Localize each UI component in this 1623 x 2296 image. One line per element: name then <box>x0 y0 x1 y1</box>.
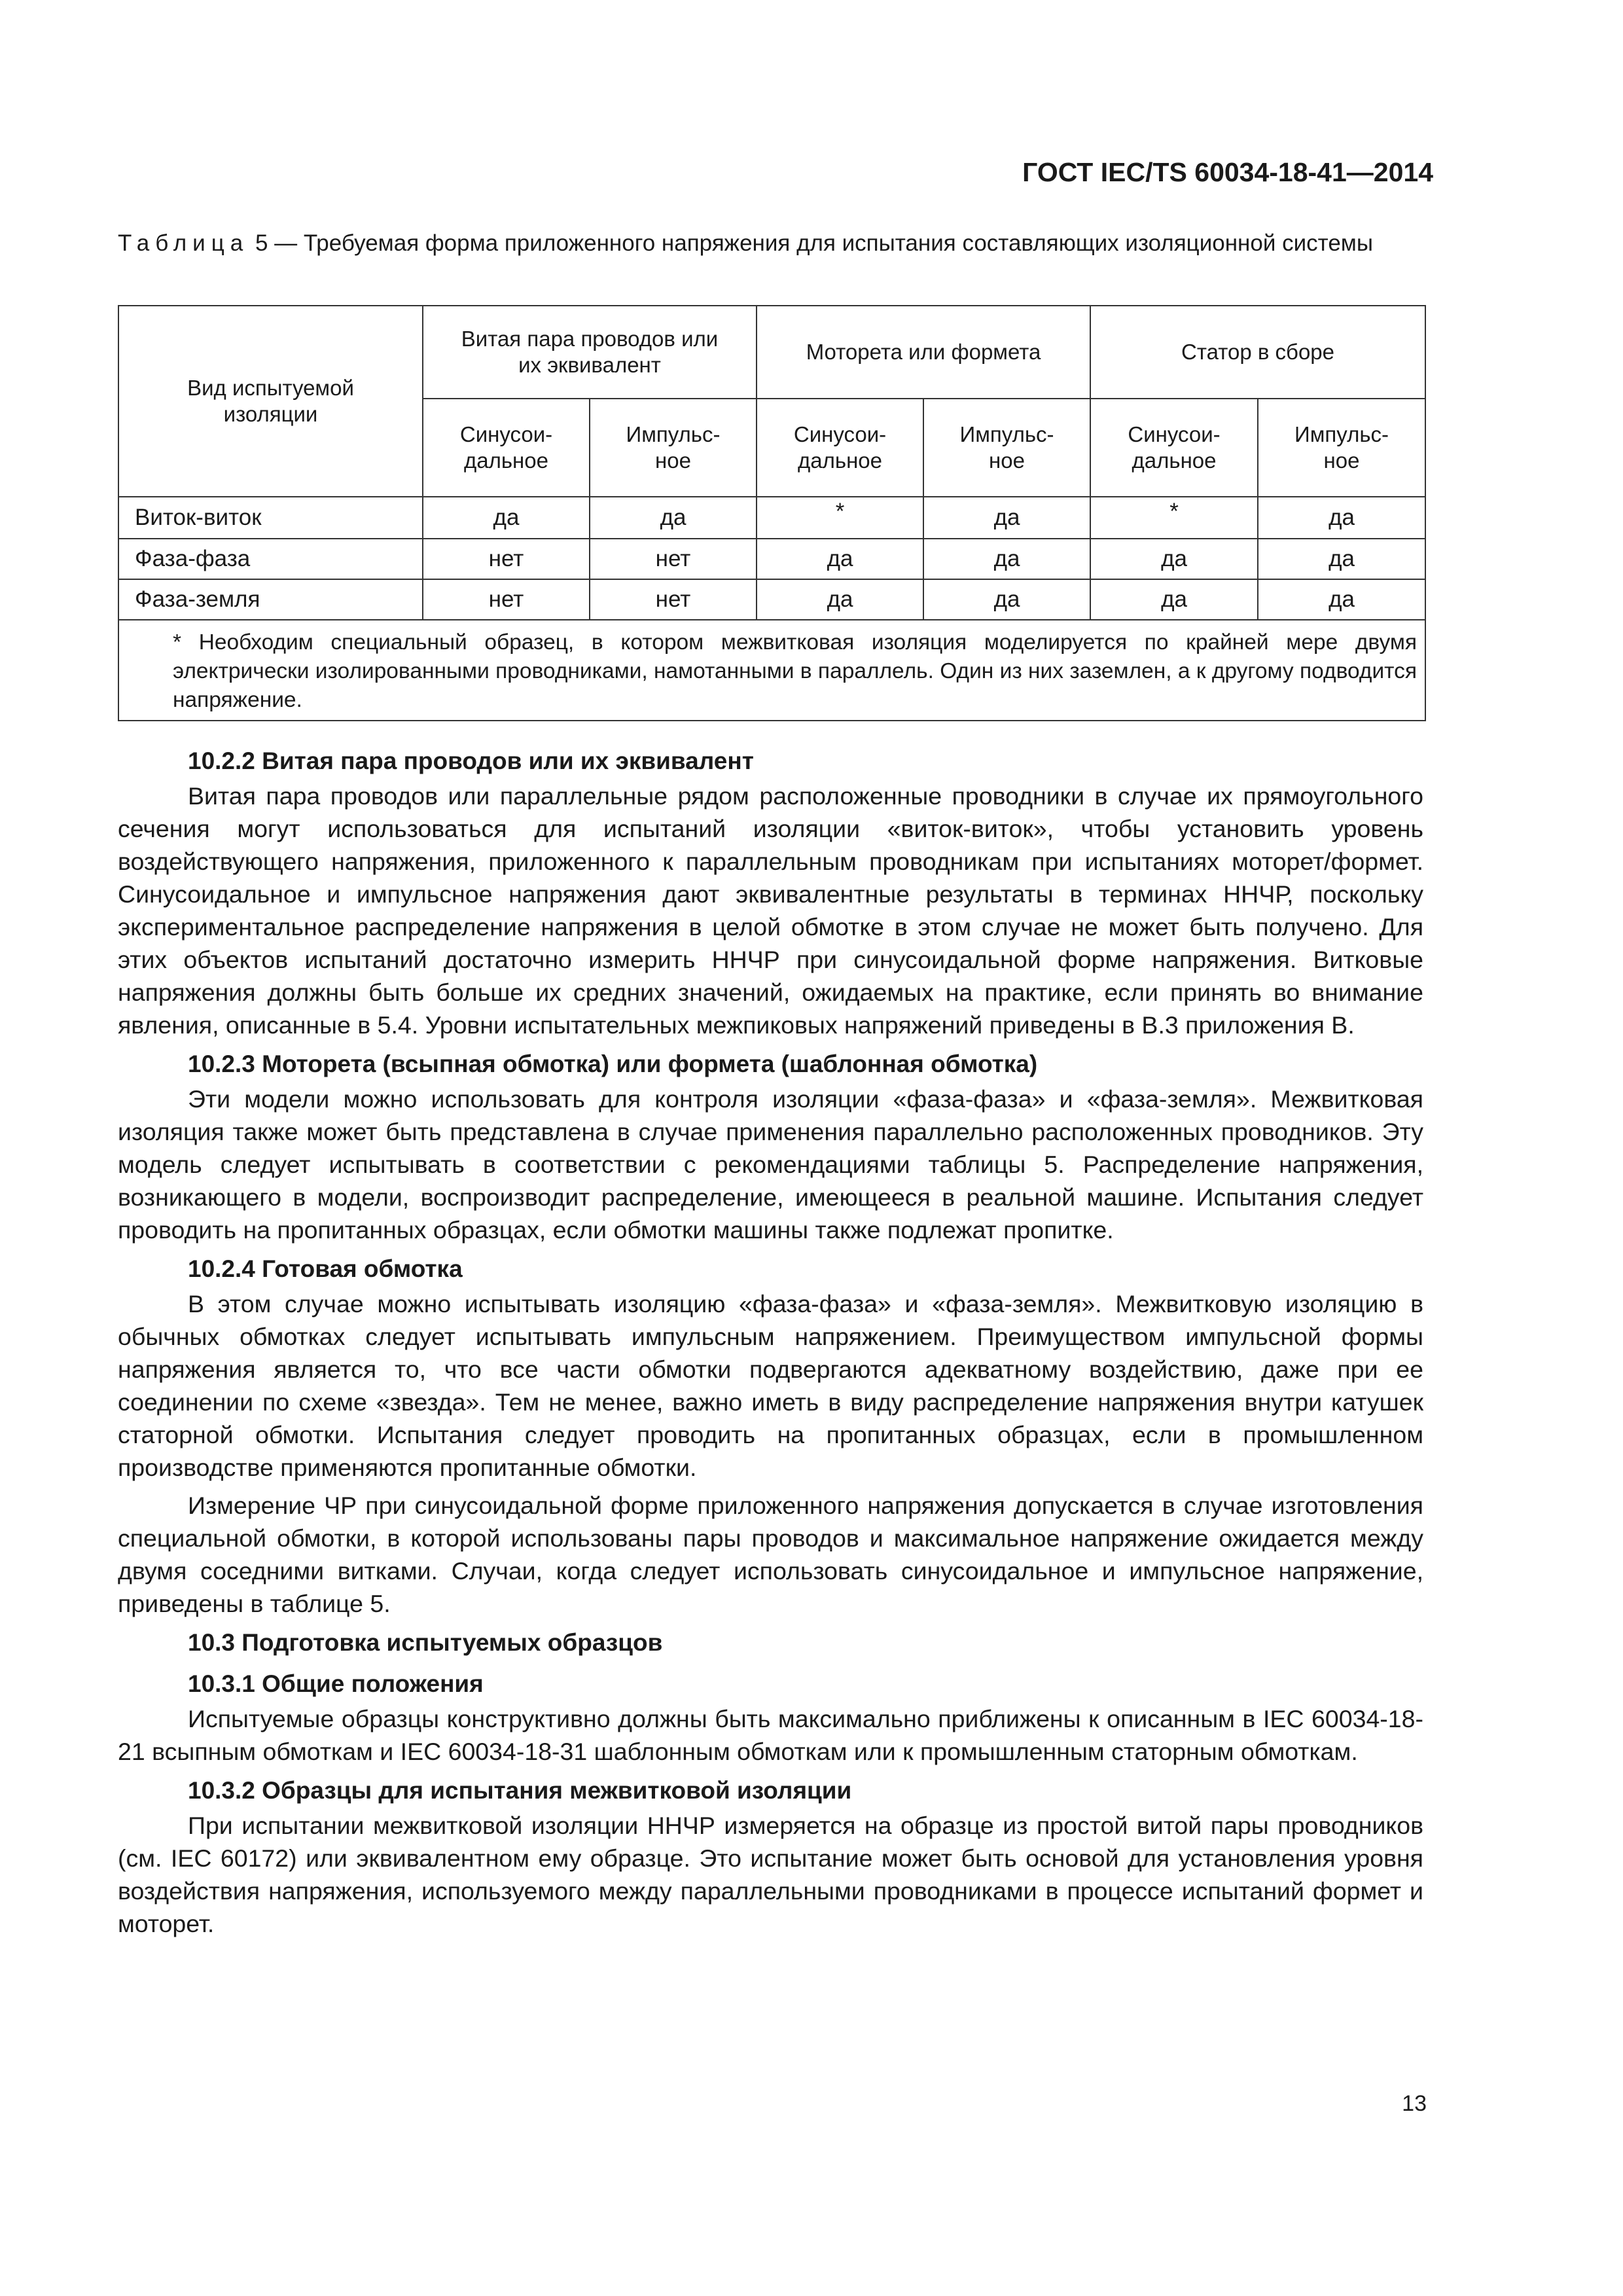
table-caption-label: Таблица <box>118 230 249 256</box>
table-cell: да <box>1090 579 1258 620</box>
table-caption-text: 5 — Требуемая форма приложенного напряжения для испытания составляющих изоляционной системы <box>249 230 1374 256</box>
table-footnote <box>118 620 1425 721</box>
sub-header: Синусои-дальное <box>423 399 590 497</box>
table-cell: да <box>923 579 1090 620</box>
section-heading: 10.3.2 Образцы для испытания межвитковой изоляции <box>188 1777 852 1804</box>
paragraph: Испытуемые образцы конструктивно должны быть максимально приближены к описанным в IEC 60034-18-21 всыпным обмоткам и IEC 60034-18-31 шаблонным обмоткам или к промышленным статорным обмоткам. <box>118 1705 1423 1765</box>
sub-header: Импульс-ное <box>1258 399 1425 497</box>
footnote-text: * Необходим специальный образец, в котором межвитковая изоляция моделируется по крайней мере двумя электрически изолированными проводниками, намотанными в параллель. Один из них заземлен, а к другому подводится напряжение. <box>173 630 1418 712</box>
table-row <box>118 539 1425 579</box>
section-heading: 10.3.1 Общие положения <box>188 1670 484 1697</box>
table-cell: нет <box>423 539 590 579</box>
table-cell: да <box>1090 539 1258 579</box>
group-header: Витая пара проводов или их эквивалент <box>423 306 757 399</box>
table-cell: да <box>1258 497 1425 539</box>
table-cell: нет <box>590 579 757 620</box>
section-heading: 10.2.4 Готовая обмотка <box>188 1255 463 1282</box>
paragraph: В этом случае можно испытывать изоляцию «фаза-фаза» и «фаза-земля». Межвитковую изоляцию в обычных обмотках следует испытывать импульсным напряжением. Преимуществом импульсной формы напряжения является то, что все части обмотки подвергаются адекватному воздействию, даже при ее соединении по схеме «звезда». Тем не менее, важно иметь в виду распределение напряжения внутри катушек статорной обмотки. Испытания следует проводить на пропитанных образцах, если в промышленном производстве применяются пропитанные обмотки. <box>118 1290 1423 1481</box>
row-label: Виток-виток <box>118 497 423 539</box>
sub-header: Импульс-ное <box>590 399 757 497</box>
sub-header: Синусои-дальное <box>757 399 923 497</box>
sub-header: Импульс-ное <box>923 399 1090 497</box>
page-number: 13 <box>1402 2091 1427 2116</box>
paragraph: При испытании межвитковой изоляции ННЧР измеряется на образце из простой витой пары проводников (см. IEC 60172) или эквивалентном ему образце. Это испытание может быть основой для установления уровня воздействия напряжения, используемого между параллельными проводниками в процессе испытаний формет и моторет. <box>118 1812 1423 1937</box>
group-header: Статор в сборе <box>1090 306 1425 399</box>
paragraph: Витая пара проводов или параллельные рядом расположенные проводники в случае их прямоугольного сечения могут использоваться для испытаний изоляции «виток-виток», чтобы установить уровень воздействующего напряжения, приложенного к параллельным проводникам при испытаниях моторет/формет. Синусоидальное и импульсное напряжения дают эквивалентные результаты в терминах ННЧР, поскольку экспериментальное распределение напряжения в целой обмотке в этом случае не может быть получено. Для этих объектов испытаний достаточно измерить ННЧР при синусоидальной форме напряжения. Витковые напряжения должны быть больше их средних значений, ожидаемых на практике, если принять во внимание явления, описанные в 5.4. Уровни испытательных межпиковых напряжений приведены в В.3 приложения В. <box>118 782 1423 1039</box>
section-heading: 10.3 Подготовка испытуемых образцов <box>188 1629 663 1656</box>
table-cell: да <box>423 497 590 539</box>
paragraph: Эти модели можно использовать для контроля изоляции «фаза-фаза» и «фаза-земля». Межвитковая изоляция также может быть представлена в случае применения параллельно расположенных проводников. Эту модель следует испытывать в соответствии с рекомендациями таблицы 5. Распределение напряжения, возникающего в модели, воспроизводит распределение, имеющееся в реальной машине. Испытания следует проводить на пропитанных образцах, если обмотки машины также подлежат пропитке. <box>118 1085 1423 1244</box>
table-cell: да <box>923 539 1090 579</box>
table-cell: да <box>923 497 1090 539</box>
table-cell: да <box>1258 539 1425 579</box>
section-heading: 10.2.2 Витая пара проводов или их эквивалент <box>188 747 754 774</box>
table-row <box>118 497 1425 539</box>
row-header: Вид испытуемой изоляции <box>118 306 423 497</box>
paragraph: Измерение ЧР при синусоидальной форме приложенного напряжения допускается в случае изготовления специальной обмотки, в которой использованы пары проводов и максимальное напряжение ожидается между двумя соседними витками. Случаи, когда следует использовать синусоидальное и импульсное напряжение, приведены в таблице 5. <box>118 1492 1423 1617</box>
row-label: Фаза-земля <box>118 579 423 620</box>
sub-header: Синусои-дальное <box>1090 399 1258 497</box>
document-code: ГОСТ IEC/TS 60034-18-41—2014 <box>1022 157 1433 187</box>
section-heading: 10.2.3 Моторета (всыпная обмотка) или формета (шаблонная обмотка) <box>188 1050 1038 1077</box>
group-header: Моторета или формета <box>757 306 1090 399</box>
row-label: Фаза-фаза <box>118 539 423 579</box>
voltage-form-table <box>118 305 1426 721</box>
body-text <box>118 742 1423 1940</box>
table-cell: * <box>1090 497 1258 539</box>
table-cell: да <box>757 539 923 579</box>
table-caption <box>118 229 1423 258</box>
table-cell: нет <box>590 539 757 579</box>
table-row <box>118 579 1425 620</box>
table-cell: да <box>590 497 757 539</box>
table-cell: да <box>1258 579 1425 620</box>
table-cell: да <box>757 579 923 620</box>
table-cell: * <box>757 497 923 539</box>
table-cell: нет <box>423 579 590 620</box>
